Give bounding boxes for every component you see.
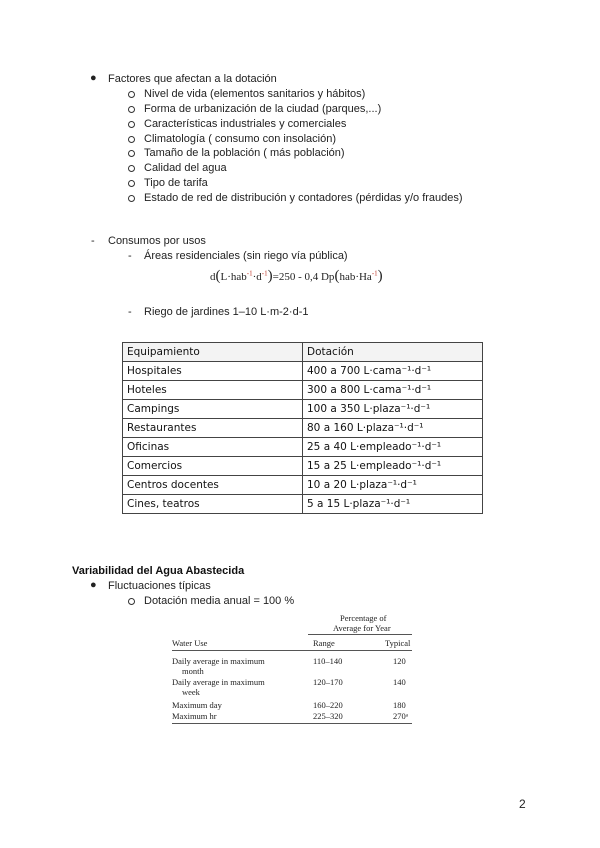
table-row	[123, 381, 483, 400]
col-range: Range	[313, 638, 335, 648]
header-equipamiento: Equipamiento	[123, 343, 303, 362]
formula-d: d	[210, 271, 216, 283]
cell-equipamiento: Hospitales	[123, 362, 303, 381]
circle-bullet-icon	[128, 106, 135, 113]
cell-equipamiento: Campings	[123, 400, 303, 419]
circle-bullet-icon	[128, 136, 135, 143]
circle-bullet-icon	[128, 195, 135, 202]
cell-dotacion: 400 a 700 L·cama⁻¹·d⁻¹	[303, 362, 483, 381]
equipamiento-table	[122, 342, 483, 514]
cell-dotacion: 5 a 15 L·plaza⁻¹·d⁻¹	[303, 495, 483, 514]
cell-equipamiento: Cines, teatros	[123, 495, 303, 514]
cell-dotacion: 300 a 800 L·cama⁻¹·d⁻¹	[303, 381, 483, 400]
circle-bullet-icon	[128, 121, 135, 128]
riego-item: Riego de jardines 1–10 L·m-2·d-1	[144, 306, 309, 318]
dash-bullet-icon: -	[128, 306, 132, 318]
footer-rule	[172, 723, 412, 724]
cell-equipamiento: Comercios	[123, 457, 303, 476]
table-header-row	[123, 343, 483, 362]
formula-units-3: hab·Ha	[339, 271, 372, 283]
variabilidad-heading: Variabilidad del Agua Abastecida	[72, 565, 245, 577]
table-row	[123, 400, 483, 419]
list-item: Climatología ( consumo con insolación)	[144, 133, 336, 145]
consumos-title: Consumos por usos	[108, 235, 206, 247]
circle-bullet-icon	[128, 165, 135, 172]
table-row	[123, 362, 483, 381]
formula-rhs: =250 - 0,4 Dp	[272, 271, 335, 283]
formula-sup: -1	[246, 269, 253, 278]
col-water-use: Water Use	[172, 638, 208, 648]
dash-bullet-icon: -	[128, 250, 132, 262]
formula-sup-2: -1	[261, 269, 268, 278]
row-typical: 140	[393, 677, 406, 687]
table-row	[123, 495, 483, 514]
row-typical: 270ᵃ	[393, 711, 409, 721]
row-label: Maximum hr	[172, 711, 217, 721]
header-dotacion: Dotación	[303, 343, 483, 362]
group-header: Average for Year	[333, 623, 391, 633]
table-row	[123, 476, 483, 495]
list-item: Forma de urbanización de la ciudad (parques,...)	[144, 103, 382, 115]
list-item: Nivel de vida (elementos sanitarios y hábitos)	[144, 88, 366, 100]
cell-dotacion: 10 a 20 L·plaza⁻¹·d⁻¹	[303, 476, 483, 495]
row-label: Daily average in maximum	[172, 677, 265, 687]
row-label: Daily average in maximum	[172, 656, 265, 666]
cell-dotacion: 15 a 25 L·empleado⁻¹·d⁻¹	[303, 457, 483, 476]
row-typical: 180	[393, 700, 406, 710]
table-row	[123, 419, 483, 438]
dotacion-formula: $d(L\cdot hab^{-1}\cdot d^{-1})=250 - 0,4$ $Dp(hab\cdot Ha^{-1})$	[210, 268, 383, 284]
list-item: Calidad del agua	[144, 162, 227, 174]
fluctuaciones-item: Fluctuaciones típicas	[108, 580, 211, 592]
row-range: 225–320	[313, 711, 343, 721]
cell-dotacion: 80 a 160 L·plaza⁻¹·d⁻¹	[303, 419, 483, 438]
cell-dotacion: 100 a 350 L·plaza⁻¹·d⁻¹	[303, 400, 483, 419]
col-typical: Typical	[385, 638, 411, 648]
list-item: Estado de red de distribución y contadores (pérdidas y/o fraudes)	[144, 192, 463, 204]
list-item: Tipo de tarifa	[144, 177, 208, 189]
row-label-cont: month	[182, 666, 204, 676]
bullet-icon: ●	[90, 72, 97, 84]
formula-units-2: ·d	[252, 271, 262, 283]
cell-dotacion: 25 a 40 L·empleado⁻¹·d⁻¹	[303, 438, 483, 457]
circle-bullet-icon	[128, 150, 135, 157]
residencial-item: Áreas residenciales (sin riego vía pública)	[144, 250, 348, 262]
header-rule	[172, 650, 412, 651]
cell-equipamiento: Restaurantes	[123, 419, 303, 438]
row-typical: 120	[393, 656, 406, 666]
factores-title: Factores que afectan a la dotación	[108, 73, 277, 85]
table-row	[123, 438, 483, 457]
group-header: Percentage of	[340, 613, 387, 623]
formula-units: L·hab	[220, 271, 247, 283]
cell-equipamiento: Hoteles	[123, 381, 303, 400]
row-range: 160–220	[313, 700, 343, 710]
cell-equipamiento: Oficinas	[123, 438, 303, 457]
group-rule	[308, 634, 412, 635]
cell-equipamiento: Centros docentes	[123, 476, 303, 495]
table-row	[123, 457, 483, 476]
row-range: 110–140	[313, 656, 343, 666]
page-number: 2	[519, 797, 526, 811]
row-range: 120–170	[313, 677, 343, 687]
list-item: Características industriales y comerciales	[144, 118, 347, 130]
circle-bullet-icon	[128, 91, 135, 98]
row-label: Maximum day	[172, 700, 222, 710]
dash-bullet-icon: -	[91, 235, 95, 247]
circle-bullet-icon	[128, 598, 135, 605]
circle-bullet-icon	[128, 180, 135, 187]
bullet-icon: ●	[90, 579, 97, 591]
row-label-cont: week	[182, 687, 200, 697]
dotacion-media-item: Dotación media anual = 100 %	[144, 595, 295, 607]
formula-sup-3: -1	[371, 269, 378, 278]
list-item: Tamaño de la población ( más población)	[144, 147, 345, 159]
